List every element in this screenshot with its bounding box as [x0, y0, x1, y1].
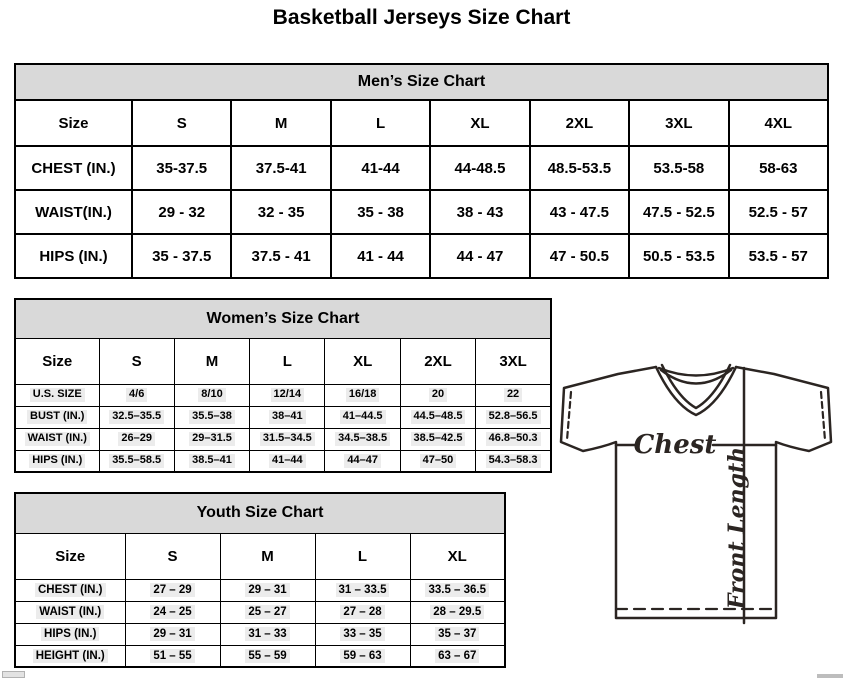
value: 25 – 27	[245, 605, 289, 619]
value: 55 – 59	[245, 649, 289, 663]
value: 31.5–34.5	[260, 432, 315, 446]
value: 29 – 31	[150, 627, 194, 641]
value-cell	[99, 428, 174, 450]
value-cell	[125, 579, 220, 601]
column-header-cell: 2XL	[400, 338, 475, 384]
youth-table-title: Youth Size Chart	[15, 493, 505, 533]
value: 29 – 31	[245, 583, 289, 597]
value: 35.5–38	[189, 410, 235, 424]
row-label-cell	[15, 428, 99, 450]
value: 4/6	[126, 388, 147, 402]
value-cell	[125, 645, 220, 667]
row-label-cell	[15, 623, 125, 645]
row-label-cell: WAIST(IN.)	[15, 190, 132, 234]
row-label: HIPS (IN.)	[41, 627, 99, 641]
jersey-outline	[561, 367, 831, 618]
value: 29–31.5	[189, 432, 235, 446]
column-header-cell: XL	[325, 338, 400, 384]
value-cell	[476, 406, 551, 428]
value-cell	[315, 601, 410, 623]
value-cell	[220, 645, 315, 667]
row-label: U.S. SIZE	[30, 388, 85, 402]
value-cell: 44-48.5	[430, 146, 529, 190]
value-cell	[99, 406, 174, 428]
value-cell: 47 - 50.5	[530, 234, 629, 278]
value-cell	[476, 384, 551, 406]
column-header-cell: 3XL	[476, 338, 551, 384]
table-row	[15, 428, 551, 450]
row-label-cell: CHEST (IN.)	[15, 146, 132, 190]
value-cell: 32 - 35	[231, 190, 330, 234]
column-header-cell: M	[231, 100, 330, 146]
youth-size-chart-table	[14, 492, 506, 668]
column-header-cell: S	[132, 100, 231, 146]
chest-label: Chest	[633, 430, 717, 460]
value: 47–50	[420, 454, 457, 468]
value: 27 – 28	[340, 605, 384, 619]
value-cell: 44 - 47	[430, 234, 529, 278]
value-cell: 37.5-41	[231, 146, 330, 190]
womens-table-title: Women’s Size Chart	[15, 299, 551, 338]
column-header-cell: S	[99, 338, 174, 384]
value-cell	[325, 450, 400, 472]
column-header-cell: L	[331, 100, 430, 146]
value: 12/14	[271, 388, 305, 402]
value-cell	[250, 428, 325, 450]
column-header-cell: XL	[410, 533, 505, 579]
value: 52.8–56.5	[486, 410, 541, 424]
value: 44.5–48.5	[411, 410, 466, 424]
value: 38.5–41	[189, 454, 235, 468]
value: 41–44.5	[340, 410, 386, 424]
table-row	[15, 190, 828, 234]
table-title-row	[15, 64, 828, 100]
value: 31 – 33.5	[336, 583, 390, 597]
value: 34.5–38.5	[335, 432, 390, 446]
value-cell: 53.5-58	[629, 146, 728, 190]
value-cell: 58-63	[729, 146, 828, 190]
front-length-label: Front Length	[724, 446, 750, 610]
value-cell: 37.5 - 41	[231, 234, 330, 278]
value-cell: 52.5 - 57	[729, 190, 828, 234]
value: 38–41	[269, 410, 306, 424]
value-cell	[220, 579, 315, 601]
value-cell: 41-44	[331, 146, 430, 190]
value-cell	[315, 579, 410, 601]
womens-size-chart-table	[14, 298, 552, 473]
column-header-cell: 4XL	[729, 100, 828, 146]
value-cell	[400, 406, 475, 428]
sleeve-stitch-right	[821, 392, 825, 440]
table-row	[15, 406, 551, 428]
value-cell	[250, 384, 325, 406]
value-cell	[400, 450, 475, 472]
value: 33 – 35	[340, 627, 384, 641]
value-cell	[174, 384, 249, 406]
table-header-row	[15, 338, 551, 384]
row-label: WAIST (IN.)	[36, 605, 104, 619]
column-header-cell: M	[174, 338, 249, 384]
value: 8/10	[198, 388, 225, 402]
value: 20	[429, 388, 447, 402]
value: 41–44	[269, 454, 306, 468]
row-label-cell	[15, 450, 99, 472]
value-cell: 35-37.5	[132, 146, 231, 190]
column-header-cell: Size	[15, 338, 99, 384]
value-cell	[99, 450, 174, 472]
table-title-row	[15, 493, 505, 533]
value: 51 – 55	[150, 649, 194, 663]
value-cell: 29 - 32	[132, 190, 231, 234]
value: 44–47	[344, 454, 381, 468]
mens-size-chart-table	[14, 63, 829, 279]
table-row	[15, 450, 551, 472]
row-label: HEIGHT (IN.)	[33, 649, 108, 663]
value: 27 – 29	[150, 583, 194, 597]
value: 54.3–58.3	[486, 454, 541, 468]
row-label-cell	[15, 579, 125, 601]
value-cell	[410, 623, 505, 645]
value-cell	[410, 579, 505, 601]
value-cell: 41 - 44	[331, 234, 430, 278]
value: 24 – 25	[150, 605, 194, 619]
row-label: HIPS (IN.)	[29, 454, 85, 468]
value-cell	[476, 428, 551, 450]
value-cell	[476, 450, 551, 472]
value-cell	[99, 384, 174, 406]
value-cell	[325, 428, 400, 450]
page-title: Basketball Jerseys Size Chart	[272, 6, 571, 29]
value-cell: 48.5-53.5	[530, 146, 629, 190]
column-header-cell: S	[125, 533, 220, 579]
value-cell	[125, 623, 220, 645]
value: 59 – 63	[340, 649, 384, 663]
value-cell	[125, 601, 220, 623]
value: 38.5–42.5	[411, 432, 466, 446]
value: 33.5 – 36.5	[425, 583, 489, 597]
table-row	[15, 384, 551, 406]
value-cell: 50.5 - 53.5	[629, 234, 728, 278]
horizontal-scrollbar-fragment-left[interactable]	[2, 671, 25, 678]
table-row	[15, 234, 828, 278]
value-cell	[174, 428, 249, 450]
value-cell: 35 - 37.5	[132, 234, 231, 278]
value: 46.8–50.3	[486, 432, 541, 446]
table-row	[15, 601, 505, 623]
jersey-measurement-diagram	[558, 358, 840, 673]
value-cell: 38 - 43	[430, 190, 529, 234]
column-header-cell: Size	[15, 100, 132, 146]
table-row	[15, 146, 828, 190]
row-label-cell	[15, 384, 99, 406]
value: 16/18	[346, 388, 380, 402]
value-cell	[174, 406, 249, 428]
value-cell	[250, 450, 325, 472]
value: 32.5–35.5	[109, 410, 164, 424]
column-header-cell: L	[315, 533, 410, 579]
column-header-cell: 3XL	[629, 100, 728, 146]
horizontal-scrollbar-fragment-right[interactable]	[817, 674, 843, 678]
value-cell	[325, 384, 400, 406]
row-label-cell: HIPS (IN.)	[15, 234, 132, 278]
value: 26–29	[118, 432, 155, 446]
value: 28 – 29.5	[430, 605, 484, 619]
value-cell	[315, 623, 410, 645]
value: 31 – 33	[245, 627, 289, 641]
value-cell	[220, 623, 315, 645]
value-cell	[400, 384, 475, 406]
value-cell	[250, 406, 325, 428]
row-label: CHEST (IN.)	[35, 583, 106, 597]
value: 35 – 37	[435, 627, 479, 641]
value-cell: 53.5 - 57	[729, 234, 828, 278]
table-header-row	[15, 533, 505, 579]
row-label: WAIST (IN.)	[25, 432, 90, 446]
row-label-cell	[15, 645, 125, 667]
value-cell: 35 - 38	[331, 190, 430, 234]
sleeve-stitch-left	[567, 392, 571, 440]
value-cell	[400, 428, 475, 450]
column-header-cell: 2XL	[530, 100, 629, 146]
value-cell: 47.5 - 52.5	[629, 190, 728, 234]
column-header-cell: L	[250, 338, 325, 384]
table-header-row	[15, 100, 828, 146]
value-cell	[410, 645, 505, 667]
value: 35.5–58.5	[109, 454, 164, 468]
value-cell	[315, 645, 410, 667]
value-cell: 43 - 47.5	[530, 190, 629, 234]
mens-table-title: Men’s Size Chart	[15, 64, 828, 100]
column-header-cell: XL	[430, 100, 529, 146]
table-title-row	[15, 299, 551, 338]
value: 22	[504, 388, 522, 402]
table-row	[15, 623, 505, 645]
row-label: BUST (IN.)	[27, 410, 87, 424]
value-cell	[410, 601, 505, 623]
collar-arc-top	[659, 368, 733, 376]
table-row	[15, 579, 505, 601]
column-header-cell: M	[220, 533, 315, 579]
value: 63 – 67	[435, 649, 479, 663]
value-cell	[325, 406, 400, 428]
value-cell	[174, 450, 249, 472]
row-label-cell	[15, 406, 99, 428]
value-cell	[220, 601, 315, 623]
table-row	[15, 645, 505, 667]
column-header-cell: Size	[15, 533, 125, 579]
row-label-cell	[15, 601, 125, 623]
